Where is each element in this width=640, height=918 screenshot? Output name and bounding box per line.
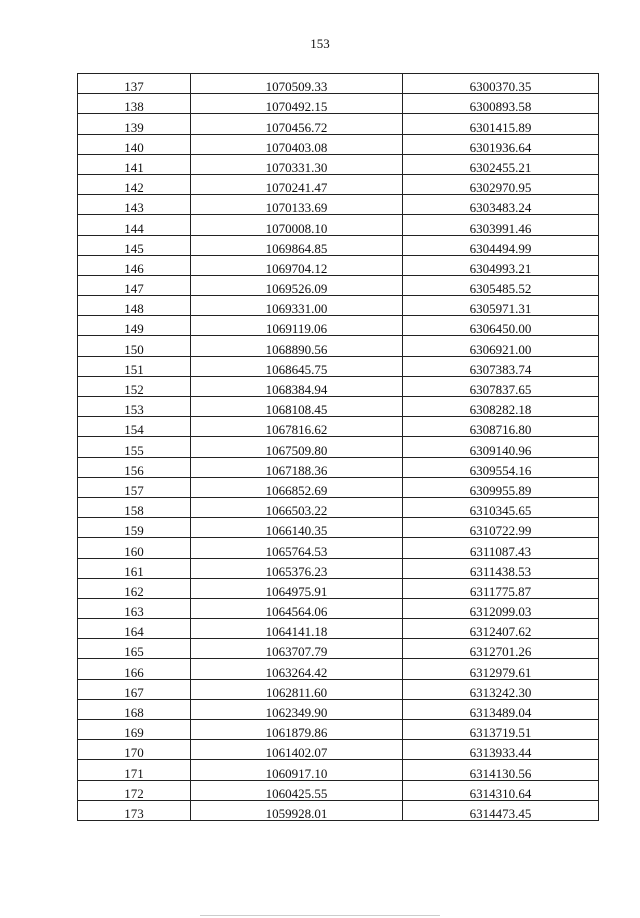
table-row	[78, 316, 599, 336]
point-number-cell: 161	[78, 558, 191, 578]
point-number-cell: 143	[78, 195, 191, 215]
point-number-cell: 150	[78, 336, 191, 356]
y-coordinate-cell: 6312099.03	[403, 598, 599, 618]
x-coordinate-cell: 1069331.00	[191, 296, 403, 316]
x-coordinate-cell: 1065764.53	[191, 538, 403, 558]
y-coordinate-cell: 6304993.21	[403, 255, 599, 275]
y-coordinate-cell: 6314130.56	[403, 760, 599, 780]
y-coordinate-cell: 6313489.04	[403, 699, 599, 719]
point-number-cell: 167	[78, 679, 191, 699]
point-number-cell: 155	[78, 437, 191, 457]
table-row	[78, 114, 599, 134]
point-number-cell: 153	[78, 397, 191, 417]
y-coordinate-cell: 6305971.31	[403, 296, 599, 316]
x-coordinate-cell: 1063264.42	[191, 659, 403, 679]
table-row	[78, 780, 599, 800]
table-row	[78, 740, 599, 760]
y-coordinate-cell: 6311775.87	[403, 578, 599, 598]
point-number-cell: 170	[78, 740, 191, 760]
table-row	[78, 518, 599, 538]
y-coordinate-cell: 6310345.65	[403, 497, 599, 517]
x-coordinate-cell: 1059928.01	[191, 800, 403, 820]
y-coordinate-cell: 6308716.80	[403, 417, 599, 437]
y-coordinate-cell: 6304494.99	[403, 235, 599, 255]
y-coordinate-cell: 6314473.45	[403, 800, 599, 820]
y-coordinate-cell: 6301415.89	[403, 114, 599, 134]
coordinates-table	[77, 73, 599, 821]
y-coordinate-cell: 6306921.00	[403, 336, 599, 356]
y-coordinate-cell: 6312701.26	[403, 639, 599, 659]
point-number-cell: 156	[78, 457, 191, 477]
table-row	[78, 437, 599, 457]
x-coordinate-cell: 1070133.69	[191, 195, 403, 215]
point-number-cell: 144	[78, 215, 191, 235]
x-coordinate-cell: 1070403.08	[191, 134, 403, 154]
x-coordinate-cell: 1069864.85	[191, 235, 403, 255]
point-number-cell: 168	[78, 699, 191, 719]
point-number-cell: 162	[78, 578, 191, 598]
y-coordinate-cell: 6302970.95	[403, 174, 599, 194]
point-number-cell: 159	[78, 518, 191, 538]
y-coordinate-cell: 6313719.51	[403, 720, 599, 740]
table-row	[78, 195, 599, 215]
x-coordinate-cell: 1068108.45	[191, 397, 403, 417]
y-coordinate-cell: 6309140.96	[403, 437, 599, 457]
point-number-cell: 152	[78, 376, 191, 396]
y-coordinate-cell: 6306450.00	[403, 316, 599, 336]
point-number-cell: 158	[78, 497, 191, 517]
point-number-cell: 146	[78, 255, 191, 275]
table-row	[78, 760, 599, 780]
table-row	[78, 497, 599, 517]
point-number-cell: 138	[78, 94, 191, 114]
table-row	[78, 336, 599, 356]
y-coordinate-cell: 6313933.44	[403, 740, 599, 760]
point-number-cell: 148	[78, 296, 191, 316]
table-row	[78, 679, 599, 699]
point-number-cell: 140	[78, 134, 191, 154]
point-number-cell: 172	[78, 780, 191, 800]
x-coordinate-cell: 1064975.91	[191, 578, 403, 598]
x-coordinate-cell: 1070241.47	[191, 174, 403, 194]
table-row	[78, 598, 599, 618]
y-coordinate-cell: 6307837.65	[403, 376, 599, 396]
x-coordinate-cell: 1062811.60	[191, 679, 403, 699]
table-row	[78, 356, 599, 376]
point-number-cell: 141	[78, 154, 191, 174]
point-number-cell: 145	[78, 235, 191, 255]
table-row	[78, 659, 599, 679]
x-coordinate-cell: 1060425.55	[191, 780, 403, 800]
y-coordinate-cell: 6311438.53	[403, 558, 599, 578]
x-coordinate-cell: 1068384.94	[191, 376, 403, 396]
x-coordinate-cell: 1067509.80	[191, 437, 403, 457]
x-coordinate-cell: 1060917.10	[191, 760, 403, 780]
footer-rule	[200, 915, 440, 916]
x-coordinate-cell: 1064564.06	[191, 598, 403, 618]
table-row	[78, 417, 599, 437]
point-number-cell: 163	[78, 598, 191, 618]
table-row	[78, 800, 599, 820]
table-row	[78, 538, 599, 558]
y-coordinate-cell: 6305485.52	[403, 275, 599, 295]
table-row	[78, 397, 599, 417]
y-coordinate-cell: 6300893.58	[403, 94, 599, 114]
table-row	[78, 154, 599, 174]
point-number-cell: 139	[78, 114, 191, 134]
x-coordinate-cell: 1066140.35	[191, 518, 403, 538]
point-number-cell: 171	[78, 760, 191, 780]
x-coordinate-cell: 1069704.12	[191, 255, 403, 275]
y-coordinate-cell: 6301936.64	[403, 134, 599, 154]
point-number-cell: 173	[78, 800, 191, 820]
x-coordinate-cell: 1070008.10	[191, 215, 403, 235]
x-coordinate-cell: 1061879.86	[191, 720, 403, 740]
y-coordinate-cell: 6308282.18	[403, 397, 599, 417]
page-number: 153	[310, 36, 330, 51]
table-row	[78, 639, 599, 659]
y-coordinate-cell: 6313242.30	[403, 679, 599, 699]
point-number-cell: 151	[78, 356, 191, 376]
y-coordinate-cell: 6312407.62	[403, 619, 599, 639]
y-coordinate-cell: 6314310.64	[403, 780, 599, 800]
y-coordinate-cell: 6302455.21	[403, 154, 599, 174]
point-number-cell: 160	[78, 538, 191, 558]
y-coordinate-cell: 6300370.35	[403, 74, 599, 94]
x-coordinate-cell: 1063707.79	[191, 639, 403, 659]
point-number-cell: 166	[78, 659, 191, 679]
point-number-cell: 137	[78, 74, 191, 94]
y-coordinate-cell: 6312979.61	[403, 659, 599, 679]
table-row	[78, 255, 599, 275]
table-row	[78, 699, 599, 719]
point-number-cell: 165	[78, 639, 191, 659]
point-number-cell: 149	[78, 316, 191, 336]
y-coordinate-cell: 6303991.46	[403, 215, 599, 235]
table-row	[78, 376, 599, 396]
table-row	[78, 174, 599, 194]
x-coordinate-cell: 1067816.62	[191, 417, 403, 437]
table-row	[78, 275, 599, 295]
point-number-cell: 157	[78, 477, 191, 497]
y-coordinate-cell: 6303483.24	[403, 195, 599, 215]
x-coordinate-cell: 1070456.72	[191, 114, 403, 134]
table-row	[78, 215, 599, 235]
point-number-cell: 169	[78, 720, 191, 740]
table-row	[78, 477, 599, 497]
y-coordinate-cell: 6309955.89	[403, 477, 599, 497]
x-coordinate-cell: 1068890.56	[191, 336, 403, 356]
x-coordinate-cell: 1070492.15	[191, 94, 403, 114]
table-row	[78, 296, 599, 316]
x-coordinate-cell: 1070509.33	[191, 74, 403, 94]
point-number-cell: 147	[78, 275, 191, 295]
point-number-cell: 164	[78, 619, 191, 639]
table-row	[78, 235, 599, 255]
x-coordinate-cell: 1066852.69	[191, 477, 403, 497]
table-row	[78, 74, 599, 94]
table-row	[78, 94, 599, 114]
y-coordinate-cell: 6311087.43	[403, 538, 599, 558]
table-row	[78, 134, 599, 154]
x-coordinate-cell: 1069119.06	[191, 316, 403, 336]
x-coordinate-cell: 1068645.75	[191, 356, 403, 376]
table-row	[78, 457, 599, 477]
x-coordinate-cell: 1067188.36	[191, 457, 403, 477]
x-coordinate-cell: 1062349.90	[191, 699, 403, 719]
coordinates-table-body	[78, 74, 599, 821]
table-row	[78, 558, 599, 578]
table-row	[78, 578, 599, 598]
x-coordinate-cell: 1061402.07	[191, 740, 403, 760]
point-number-cell: 154	[78, 417, 191, 437]
table-row	[78, 720, 599, 740]
x-coordinate-cell: 1069526.09	[191, 275, 403, 295]
y-coordinate-cell: 6310722.99	[403, 518, 599, 538]
x-coordinate-cell: 1066503.22	[191, 497, 403, 517]
y-coordinate-cell: 6307383.74	[403, 356, 599, 376]
x-coordinate-cell: 1065376.23	[191, 558, 403, 578]
x-coordinate-cell: 1064141.18	[191, 619, 403, 639]
y-coordinate-cell: 6309554.16	[403, 457, 599, 477]
table-row	[78, 619, 599, 639]
point-number-cell: 142	[78, 174, 191, 194]
x-coordinate-cell: 1070331.30	[191, 154, 403, 174]
